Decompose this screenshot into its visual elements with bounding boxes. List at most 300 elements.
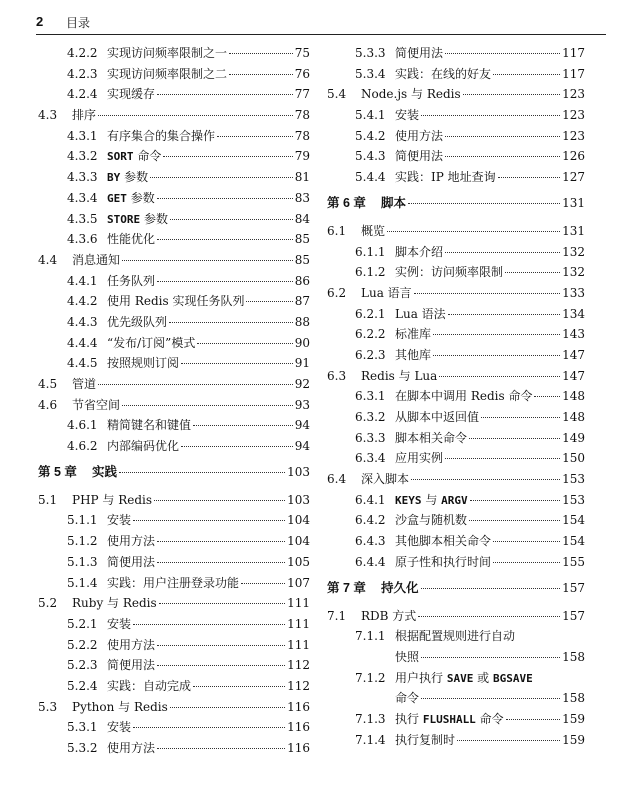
toc-entry-title [107, 437, 179, 454]
toc-title-segment: 实践：自动完成 [107, 678, 192, 693]
toc-page-number: 94 [294, 418, 310, 433]
toc-dot-leader [157, 281, 293, 282]
toc-subsection-entry[interactable] [38, 65, 310, 86]
toc-dot-leader [498, 177, 560, 178]
toc-title-segment: FLUSHALL [422, 712, 476, 726]
toc-section-entry[interactable] [327, 284, 585, 305]
toc-entry-number: 5.4.1 [355, 108, 386, 123]
toc-dot-leader [421, 698, 560, 699]
toc-entry-number: 5.4.3 [355, 149, 386, 164]
toc-dot-leader [470, 500, 560, 501]
toc-dot-leader [445, 136, 560, 137]
toc-dot-leader [414, 293, 560, 294]
toc-entry-number: 第 6 章 [327, 195, 366, 210]
toc-page-number: 147 [562, 347, 585, 362]
toc-entry-number: 4.3.6 [67, 232, 98, 247]
toc-entry-title [395, 305, 446, 322]
toc-dot-leader [170, 707, 285, 708]
toc-title-segment: 标准库 [395, 327, 432, 342]
toc-page-number: 158 [562, 649, 585, 664]
toc-entry-title [107, 739, 155, 756]
toc-title-segment: 管道 [72, 377, 97, 391]
toc-subsection-entry[interactable] [327, 449, 585, 470]
toc-page-number: 134 [562, 306, 585, 321]
toc-title-segment: 简便用法 [395, 149, 444, 164]
toc-dot-leader [122, 260, 293, 261]
toc-entry-title [381, 193, 406, 211]
toc-entry-title [395, 65, 491, 82]
toc-page-number: 104 [287, 513, 310, 528]
toc-subsection-entry[interactable] [38, 553, 310, 574]
toc-entry-number: 6.1.2 [355, 265, 386, 280]
toc-entry-title [395, 408, 479, 425]
toc-page-number: 123 [562, 108, 585, 123]
toc-title-segment: 参数 [140, 211, 168, 226]
toc-dot-leader [193, 686, 285, 687]
toc-title-segment: 安装 [395, 108, 420, 123]
toc-entry-number: 6.4.2 [355, 513, 386, 528]
toc-title-segment: Lua 语言 [361, 285, 412, 300]
toc-entry-number: 4.4 [38, 252, 58, 267]
toc-dot-leader [229, 74, 293, 75]
toc-entry-title [395, 710, 504, 727]
toc-dot-leader [457, 740, 560, 741]
toc-section-entry[interactable] [38, 251, 310, 272]
toc-title-segment: 应用实例 [395, 451, 444, 466]
toc-entry-number: 6.4.1 [355, 492, 386, 507]
toc-section-entry[interactable] [38, 396, 310, 417]
toc-entry-title [107, 334, 195, 351]
toc-page-number: 112 [287, 658, 310, 673]
toc-page-number: 111 [287, 616, 310, 631]
toc-entry-number: 5.1 [38, 492, 58, 507]
toc-dot-leader [157, 665, 285, 666]
toc-section-entry[interactable] [327, 367, 585, 388]
toc-dot-leader [421, 588, 561, 589]
toc-title-segment: 沙盒与随机数 [395, 513, 468, 528]
toc-entry-number: 4.4.5 [67, 356, 98, 371]
toc-entry-number: 6.3.3 [355, 430, 386, 445]
toc-entry-title [395, 346, 431, 363]
toc-subsection-entry[interactable] [327, 669, 585, 690]
toc-chapter-entry[interactable] [327, 578, 585, 601]
toc-chapter-entry[interactable] [38, 462, 310, 485]
toc-page-number: 117 [562, 66, 585, 81]
toc-page-number: 90 [294, 335, 310, 350]
toc-subsection-entry[interactable] [38, 147, 310, 168]
toc-title-segment: STORE [107, 212, 141, 226]
toc-title-segment: 优先级队列 [107, 314, 168, 329]
toc-subsection-entry[interactable] [327, 243, 585, 264]
toc-dot-leader [157, 239, 293, 240]
toc-column-left [38, 44, 310, 760]
toc-subsection-entry[interactable] [38, 127, 310, 148]
toc-entry-title [107, 532, 155, 549]
toc-title-segment: 快照 [395, 649, 420, 664]
toc-dot-leader [133, 624, 285, 625]
toc-subsection-entry[interactable] [38, 718, 310, 739]
toc-entry-title [395, 243, 443, 260]
toc-page-number: 103 [287, 492, 310, 507]
toc-entry-number: 5.1.1 [67, 513, 98, 528]
toc-title-segment: 性能优化 [107, 232, 156, 247]
toc-dot-leader [122, 405, 293, 406]
toc-subsection-entry[interactable] [38, 230, 310, 251]
toc-subsection-entry[interactable] [327, 127, 585, 148]
toc-entry-title [107, 65, 227, 82]
toc-entry-title [361, 367, 437, 384]
toc-subsection-entry[interactable] [38, 677, 310, 698]
toc-page-number: 87 [294, 294, 310, 309]
toc-subsection-entry[interactable] [327, 325, 585, 346]
toc-page-number: 111 [287, 596, 310, 611]
toc-dot-leader [181, 363, 293, 364]
toc-title-segment: “发布/订阅”模式 [107, 335, 196, 350]
toc-section-entry[interactable] [38, 698, 310, 719]
toc-dot-leader [534, 396, 560, 397]
toc-page-number: 159 [562, 732, 585, 747]
toc-title-segment: 实现访问频率限制之一 [107, 46, 228, 60]
toc-entry-title [107, 574, 239, 591]
toc-entry-title [72, 106, 96, 123]
toc-dot-leader [469, 520, 560, 521]
toc-title-segment: 使用方法 [395, 128, 444, 143]
toc-title-segment: 按照规则订阅 [107, 356, 180, 371]
toc-page-number: 116 [287, 720, 310, 735]
toc-entry-title [107, 147, 161, 164]
toc-page-number: 132 [562, 265, 585, 280]
toc-page-number: 149 [562, 430, 585, 445]
toc-entry-title [395, 532, 491, 549]
toc-title-segment: 用户执行 [395, 670, 447, 685]
toc-title-segment: RDB 方式 [361, 608, 417, 623]
toc-entry-number: 4.4.1 [67, 273, 98, 288]
toc-title-segment: 参数 [120, 170, 149, 185]
toc-page-number: 131 [562, 223, 585, 238]
toc-entry-number: 5.4.4 [355, 170, 386, 185]
toc-dot-leader [493, 541, 560, 542]
toc-subsection-entry[interactable] [327, 511, 585, 532]
toc-subsection-entry[interactable] [38, 168, 310, 189]
toc-entry-number: 6.3.1 [355, 389, 386, 404]
toc-subsection-entry[interactable] [327, 263, 585, 284]
toc-subsection-entry[interactable] [38, 272, 310, 293]
toc-dot-leader [119, 472, 285, 473]
toc-subsection-entry[interactable] [38, 189, 310, 210]
toc-entry-title [395, 325, 431, 342]
toc-title-segment: 实现缓存 [107, 87, 156, 102]
toc-subsection-entry[interactable] [327, 491, 585, 512]
toc-entry-number: 4.3.5 [67, 211, 98, 226]
toc-dot-leader [157, 748, 285, 749]
toc-subsection-entry[interactable] [38, 532, 310, 553]
toc-title-segment: BGSAVE [492, 671, 533, 685]
toc-entry-number: 6.1.1 [355, 244, 386, 259]
toc-subsection-entry[interactable] [327, 731, 585, 752]
toc-title-segment: 概览 [361, 223, 386, 238]
toc-dot-leader [439, 376, 560, 377]
toc-page-number: 123 [562, 87, 585, 102]
toc-entry-title [395, 263, 503, 280]
toc-dot-leader [150, 177, 293, 178]
toc-subsection-entry[interactable] [38, 44, 310, 65]
toc-entry-title [395, 168, 496, 185]
toc-entry-title [107, 718, 131, 735]
toc-dot-leader [433, 355, 560, 356]
toc-entry-number: 4.6 [38, 397, 58, 412]
toc-page-number: 116 [287, 741, 310, 755]
toc-title-segment: 实践：IP 地址查询 [395, 170, 496, 185]
toc-entry-number: 5.3.4 [355, 66, 386, 81]
toc-entry-title [395, 127, 443, 144]
toc-entry-title [107, 127, 215, 144]
toc-dot-leader [421, 115, 560, 116]
toc-entry-title [395, 689, 419, 706]
toc-entry-number: 第 7 章 [327, 580, 366, 595]
toc-entry-number: 7.1.4 [355, 732, 386, 747]
toc-entry-title [107, 615, 131, 632]
toc-title-segment: GET [107, 191, 127, 205]
toc-page-number: 116 [287, 699, 310, 714]
toc-entry-title [107, 85, 155, 102]
toc-entry-number: 4.3.3 [67, 170, 98, 185]
toc-entry-title [395, 106, 419, 123]
toc-column-right [327, 44, 585, 751]
toc-entry-title [361, 284, 412, 301]
toc-subsection-entry[interactable] [327, 65, 585, 86]
toc-page-number: 85 [294, 252, 310, 267]
toc-page-number: 84 [294, 211, 310, 226]
toc-subsection-entry[interactable] [38, 739, 310, 760]
toc-section-entry[interactable] [327, 222, 585, 243]
toc-page-number: 157 [562, 580, 585, 595]
toc-dot-leader [229, 53, 293, 54]
toc-page-number: 75 [294, 46, 310, 60]
toc-subsection-entry[interactable] [38, 85, 310, 106]
toc-title-segment: 使用方法 [107, 637, 156, 652]
toc-page-number: 91 [294, 356, 310, 371]
toc-entry-title [395, 387, 532, 404]
toc-title-segment: 深入脚本 [361, 472, 410, 487]
toc-section-entry[interactable] [38, 491, 310, 512]
toc-subsection-entry[interactable] [327, 408, 585, 429]
toc-page-number: 107 [287, 575, 310, 590]
toc-title-segment: SAVE [446, 671, 474, 685]
toc-subsection-entry[interactable] [38, 210, 310, 231]
toc-subsection-entry[interactable] [38, 636, 310, 657]
toc-page-number: 148 [562, 389, 585, 404]
toc-dot-leader [448, 314, 560, 315]
toc-entry-title [395, 669, 533, 686]
toc-section-entry[interactable] [327, 470, 585, 491]
toc-dot-leader [157, 94, 293, 95]
toc-page-number: 123 [562, 128, 585, 143]
toc-page-number: 83 [294, 190, 310, 205]
toc-subsection-entry[interactable] [38, 615, 310, 636]
toc-entry-title [107, 313, 167, 330]
toc-title-segment: 消息通知 [72, 252, 121, 267]
toc-entry-number: 4.4.2 [67, 294, 98, 309]
toc-page-number: 131 [562, 195, 585, 210]
toc-subsection-entry[interactable] [38, 511, 310, 532]
toc-title-segment: 从脚本中返回值 [395, 410, 480, 424]
toc-entry-number: 4.5 [38, 377, 58, 391]
toc-title-segment: 其他库 [395, 347, 432, 362]
toc-page-number: 154 [562, 513, 585, 528]
toc-subsection-entry[interactable] [327, 305, 585, 326]
toc-section-entry[interactable] [327, 607, 585, 628]
toc-subsection-entry[interactable] [38, 313, 310, 334]
toc-entry-title [395, 511, 467, 528]
toc-title-segment: Lua 语法 [395, 306, 446, 321]
page-header [36, 14, 596, 34]
toc-subsection-entry[interactable] [38, 574, 310, 595]
toc-title-segment: 简便用法 [395, 46, 444, 60]
toc-page-number: 104 [287, 534, 310, 549]
toc-entry-title [395, 731, 455, 748]
toc-entry-number: 6.4.4 [355, 554, 386, 569]
toc-entry-title [395, 491, 468, 508]
toc-entry-number: 6.3 [327, 368, 347, 383]
toc-dot-leader [157, 645, 285, 646]
toc-title-segment: 简便用法 [107, 658, 156, 673]
toc-section-entry[interactable] [38, 106, 310, 127]
toc-dot-leader [157, 198, 293, 199]
toc-title-segment: 任务队列 [107, 273, 156, 288]
toc-title-segment: 脚本 [381, 195, 407, 210]
toc-section-entry[interactable] [327, 85, 585, 106]
toc-entry-title [361, 85, 461, 102]
toc-entry-title [72, 491, 152, 508]
toc-dot-leader [421, 657, 560, 658]
toc-subsection-entry[interactable] [38, 416, 310, 437]
toc-subsection-entry[interactable] [327, 168, 585, 189]
toc-entry-number: 5.4 [327, 87, 347, 102]
toc-entry-number: 7.1 [327, 608, 347, 623]
toc-entry-title [92, 462, 117, 480]
toc-entry-number: 5.3.3 [355, 46, 386, 60]
toc-title-segment: KEYS [395, 493, 422, 507]
toc-subsection-entry[interactable] [327, 648, 585, 669]
toc-entry-title [395, 627, 515, 644]
toc-entry-title [395, 449, 443, 466]
toc-entry-number: 7.1.3 [355, 711, 386, 726]
toc-page-number: 153 [562, 472, 585, 487]
toc-title-segment: 内部编码优化 [107, 439, 180, 454]
toc-title-segment: 精简键名和键值 [107, 418, 192, 433]
toc-dot-leader [163, 156, 292, 157]
toc-dot-leader [505, 272, 560, 273]
toc-entry-title [395, 44, 443, 61]
toc-entry-number: 4.2.4 [67, 87, 98, 102]
toc-subsection-entry[interactable] [327, 429, 585, 450]
toc-dot-leader [98, 115, 293, 116]
toc-dot-leader [445, 53, 560, 54]
toc-title-segment: 原子性和执行时间 [395, 554, 492, 569]
toc-chapter-entry[interactable] [327, 193, 585, 216]
toc-title-segment: 排序 [72, 108, 97, 123]
toc-page-number: 154 [562, 534, 585, 549]
toc-title-segment: Redis 与 Lua [361, 368, 438, 383]
toc-entry-title [107, 292, 244, 309]
toc-subsection-entry[interactable] [38, 656, 310, 677]
toc-title-segment: 命令 [395, 691, 420, 706]
toc-title-segment: 持久化 [381, 580, 419, 595]
toc-entry-number: 4.2.3 [67, 66, 98, 81]
toc-title-segment: 与 [421, 492, 442, 507]
toc-subsection-entry[interactable] [327, 346, 585, 367]
toc-page-number: 105 [287, 554, 310, 569]
toc-title-segment: ARGV [441, 493, 468, 507]
toc-page-number: 155 [562, 554, 585, 569]
toc-page-number: 78 [294, 108, 310, 123]
toc-subsection-entry[interactable] [327, 44, 585, 65]
toc-page-number: 157 [562, 608, 585, 623]
toc-subsection-entry[interactable] [327, 387, 585, 408]
toc-subsection-entry[interactable] [327, 532, 585, 553]
toc-dot-leader [408, 203, 560, 204]
toc-entry-number: 4.4.4 [67, 335, 98, 350]
toc-title-segment: 命令 [133, 149, 162, 164]
toc-subsection-entry[interactable] [327, 710, 585, 731]
toc-entry-title [107, 210, 168, 227]
page-number: 2 [36, 14, 44, 29]
toc-dot-leader [193, 425, 293, 426]
toc-entry-number: 5.1.2 [67, 534, 98, 549]
toc-title-segment: 实现访问频率限制之二 [107, 66, 228, 81]
toc-dot-leader [197, 343, 292, 344]
toc-subsection-entry[interactable] [327, 553, 585, 574]
toc-subsection-entry[interactable] [327, 106, 585, 127]
toc-entry-number: 6.4.3 [355, 534, 386, 549]
toc-subsection-entry[interactable] [38, 354, 310, 375]
toc-page-number: 85 [294, 232, 310, 247]
toc-page-number: 132 [562, 244, 585, 259]
toc-dot-leader [246, 301, 292, 302]
toc-subsection-entry[interactable] [38, 292, 310, 313]
toc-dot-leader [493, 74, 560, 75]
toc-subsection-entry[interactable] [327, 627, 585, 648]
toc-entry-number: 6.4 [327, 472, 347, 487]
toc-page-number: 127 [562, 170, 585, 185]
toc-entry-number: 6.2.1 [355, 306, 386, 321]
toc-entry-number: 5.3.1 [67, 720, 98, 735]
toc-subsection-entry[interactable] [327, 147, 585, 168]
toc-section-entry[interactable] [38, 375, 310, 396]
toc-dot-leader [506, 719, 560, 720]
toc-page-number: 133 [562, 285, 585, 300]
toc-title-segment: 实践 [92, 464, 118, 479]
toc-dot-leader [217, 136, 293, 137]
toc-subsection-entry[interactable] [327, 689, 585, 710]
toc-subsection-entry[interactable] [38, 437, 310, 458]
toc-title-segment: 执行复制时 [395, 732, 456, 747]
toc-entry-number: 4.2.2 [67, 46, 98, 60]
toc-entry-title [107, 44, 227, 61]
toc-subsection-entry[interactable] [38, 334, 310, 355]
toc-page-number: 88 [294, 314, 310, 329]
toc-dot-leader [169, 322, 293, 323]
toc-entry-number: 5.2 [38, 596, 58, 611]
toc-page-number: 112 [287, 678, 310, 693]
toc-page-number: 76 [294, 66, 310, 81]
toc-entry-number: 6.2.2 [355, 327, 386, 342]
toc-page-number: 143 [562, 327, 585, 342]
toc-page-number: 92 [294, 377, 310, 391]
toc-page-number: 147 [562, 368, 585, 383]
toc-dot-leader [418, 616, 560, 617]
toc-section-entry[interactable] [38, 594, 310, 615]
